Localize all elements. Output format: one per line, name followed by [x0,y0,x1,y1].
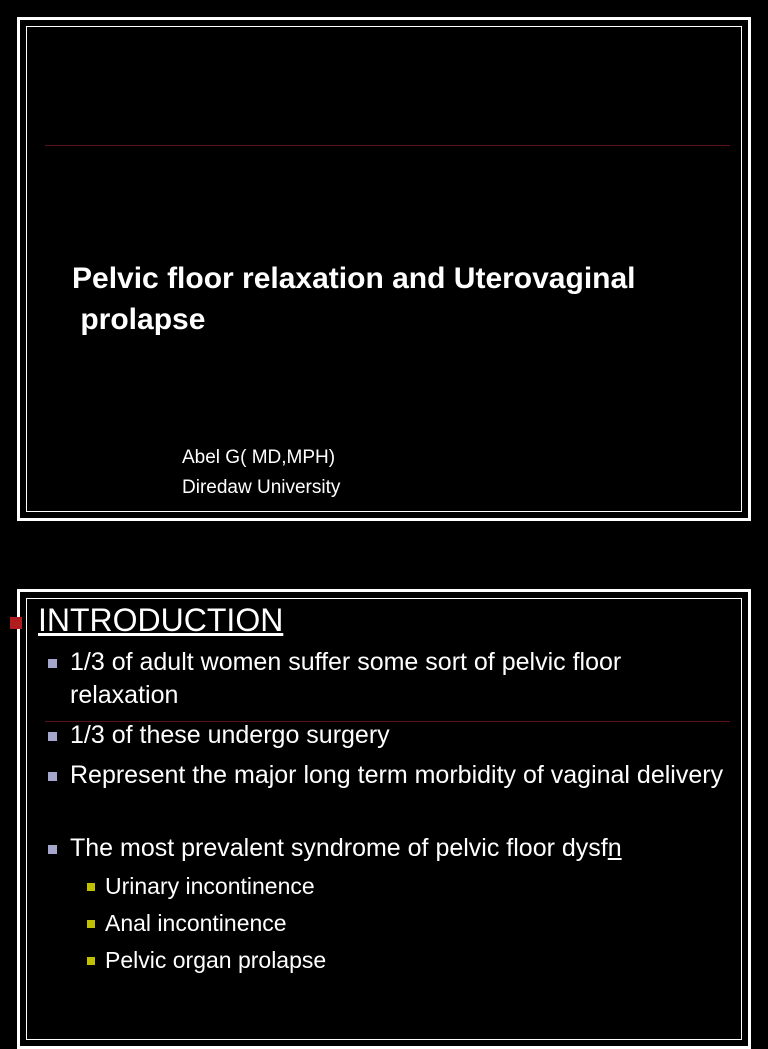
title-slide-rule [45,145,730,146]
bullet-text: 1/3 of these undergo surgery [70,721,390,749]
bullet-item [70,719,730,752]
bullet-item [70,759,730,792]
author-name: Abel G( MD,MPH) [182,447,336,468]
bullet-item [70,832,730,865]
slide-title: Pelvic floor relaxation and Uterovaginal prolapse [72,262,636,336]
heading-bullet-icon [10,617,22,629]
intro-heading: INTRODUCTION [38,602,284,638]
square-bullet-icon [48,772,57,781]
bullet-item [70,646,730,712]
bullet-text-suffix: n [607,834,622,862]
sub-bullet-item [105,908,287,938]
square-bullet-icon [48,659,57,668]
sub-bullet-text: Urinary incontinence [105,873,315,899]
author-block [182,443,340,503]
sub-bullet-item [105,871,315,901]
square-sub-bullet-icon [87,920,95,928]
square-sub-bullet-icon [87,957,95,965]
square-bullet-icon [48,732,57,741]
sub-bullet-text: Pelvic organ prolapse [105,947,327,973]
bullet-text: Represent the major long term morbidity of vaginal delivery [70,761,724,789]
square-sub-bullet-icon [87,883,95,891]
bullet-text: The most prevalent syndrome of pelvic floor dysf [70,834,608,862]
sub-bullet-item [105,945,326,975]
author-affiliation: Diredaw University [182,477,341,498]
bullet-text: 1/3 of adult women suffer some sort of pelvic floor relaxation [70,648,622,709]
square-bullet-icon [48,845,57,854]
sub-bullet-text: Anal incontinence [105,910,287,936]
